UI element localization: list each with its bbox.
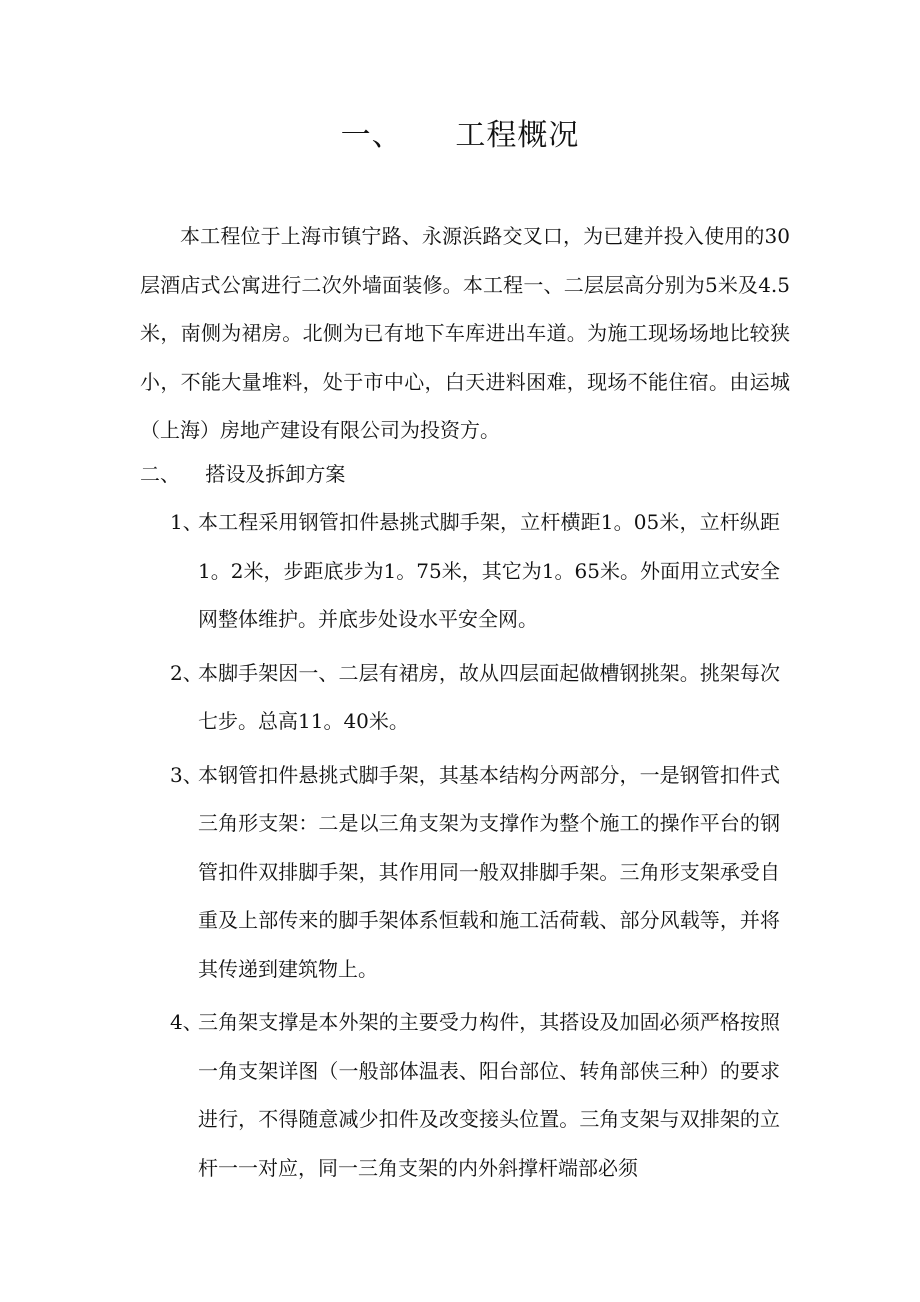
item-text: 本工程采用钢管扣件悬挑式脚手架，立杆横距1。05米，立杆纵距1。2米，步距底步为1。75米，其它为1。65米。外面用立式安全网整体维护。并底步处设水平安全网。 (198, 510, 780, 631)
item-number: 1、 (170, 510, 203, 534)
scheme-item-3 (170, 751, 780, 994)
scheme-item-list (0, 498, 920, 1197)
item-text: 本脚手架因一、二层有裙房，故从四层面起做槽钢挑架。挑架每次七步。总高11。40米。 (198, 660, 780, 733)
item-number: 2、 (170, 660, 203, 685)
item-text: 本钢管扣件悬挑式脚手架，其基本结构分两部分，一是钢管扣件式三角形支架：二是以三角支架为支撑作为整个施工的操作平台的钢管扣件双排脚手架，其作用同一般双排脚手架。三角形支架承受自重及上部传来的脚手架体系恒载和施工活荷载、部分风载等，并将其传递到建筑物上。 (198, 762, 780, 981)
item-number: 3、 (170, 762, 203, 787)
section-1-heading: 一、 工程概况 (340, 118, 580, 153)
item-text: 三角架支撑是本外架的主要受力构件，其搭设及加固必须严格按照一角支架详图（一般部体温表、阳台部位、转角部侠三种）的要求进行，不得随意减少扣件及改变接头位置。三角支架与双排架的立杆一一对应，同一三角支架的内外斜撑杆端部必须 (198, 1010, 780, 1180)
item-number: 4、 (170, 1010, 203, 1034)
section-2-heading: 二、 搭设及拆卸方案 (140, 462, 346, 486)
scheme-item-2 (170, 649, 780, 746)
scheme-item-1 (170, 498, 780, 644)
project-overview-paragraph: 本工程位于上海市镇宁路、永源浜路交叉口，为已建并投入使用的30层酒店式公寓进行二次外墙面装修。本工程一、二层层高分别为5米及4.5米，南侧为裙房。北侧为已有地下车库进出车道。为施工现场场地比较狭小，不能大量堆料，处于市中心，白天进料困难，现场不能住宿。由运城（上海）房地产建设有限公司为投资方。 (140, 224, 790, 442)
scheme-item-4 (170, 998, 780, 1192)
